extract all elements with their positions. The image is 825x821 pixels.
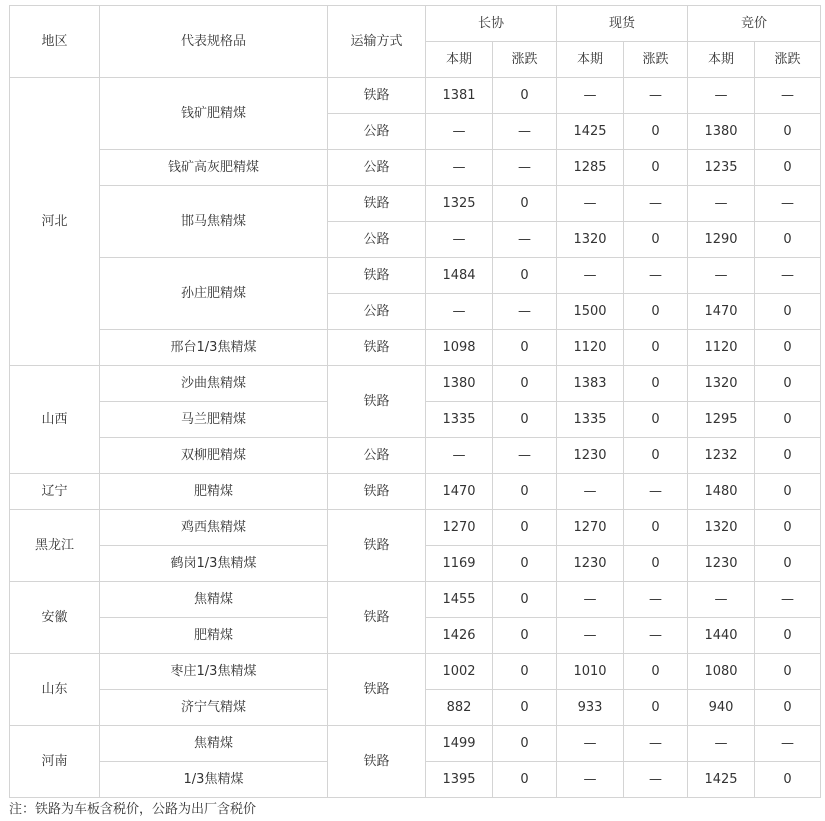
- price-change-cell: 0: [755, 762, 821, 798]
- product-cell: 邢台1/3焦精煤: [100, 330, 328, 366]
- price-change-cell: 0: [624, 330, 688, 366]
- price-current-cell: 1270: [557, 510, 624, 546]
- price-current-cell: 1230: [557, 546, 624, 582]
- region-cell: 黑龙江: [10, 510, 100, 582]
- header-transport: 运输方式: [328, 6, 426, 78]
- price-current-cell: 933: [557, 690, 624, 726]
- transport-cell: 公路: [328, 294, 426, 330]
- transport-cell: 铁路: [328, 654, 426, 726]
- price-current-cell: —: [557, 186, 624, 222]
- header-group-auction: 竞价: [688, 6, 821, 42]
- price-current-cell: —: [426, 222, 493, 258]
- price-current-cell: —: [557, 474, 624, 510]
- price-current-cell: 1290: [688, 222, 755, 258]
- table-row: [10, 330, 821, 366]
- price-current-cell: 1470: [688, 294, 755, 330]
- region-cell: 山西: [10, 366, 100, 474]
- table-row: [10, 258, 821, 294]
- price-current-cell: —: [688, 582, 755, 618]
- header-group-long-term: 长协: [426, 6, 557, 42]
- price-current-cell: 1480: [688, 474, 755, 510]
- price-change-cell: 0: [493, 330, 557, 366]
- footnote: 注：铁路为车板含税价，公路为出厂含税价: [9, 802, 257, 817]
- product-cell: 邯马焦精煤: [100, 186, 328, 258]
- price-current-cell: —: [688, 78, 755, 114]
- price-change-cell: 0: [624, 294, 688, 330]
- price-current-cell: 1232: [688, 438, 755, 474]
- table-row: [10, 654, 821, 690]
- price-current-cell: 1270: [426, 510, 493, 546]
- price-change-cell: —: [755, 78, 821, 114]
- product-cell: 1/3焦精煤: [100, 762, 328, 798]
- transport-cell: 铁路: [328, 258, 426, 294]
- price-change-cell: —: [493, 150, 557, 186]
- header-region: 地区: [10, 6, 100, 78]
- price-change-cell: —: [624, 258, 688, 294]
- product-cell: 焦精煤: [100, 582, 328, 618]
- header-current: 本期: [426, 42, 493, 78]
- price-current-cell: 1320: [688, 510, 755, 546]
- price-change-cell: —: [624, 186, 688, 222]
- transport-cell: 公路: [328, 222, 426, 258]
- header-group-spot: 现货: [557, 6, 688, 42]
- table-header: [10, 6, 821, 78]
- price-change-cell: 0: [755, 474, 821, 510]
- product-cell: 孙庄肥精煤: [100, 258, 328, 330]
- price-change-cell: 0: [624, 438, 688, 474]
- transport-cell: 铁路: [328, 330, 426, 366]
- price-change-cell: 0: [755, 366, 821, 402]
- transport-cell: 铁路: [328, 726, 426, 798]
- transport-cell: 铁路: [328, 474, 426, 510]
- transport-cell: 公路: [328, 114, 426, 150]
- price-change-cell: —: [755, 582, 821, 618]
- price-change-cell: 0: [624, 690, 688, 726]
- product-cell: 鸡西焦精煤: [100, 510, 328, 546]
- price-current-cell: 1484: [426, 258, 493, 294]
- header-current: 本期: [557, 42, 624, 78]
- price-change-cell: 0: [493, 186, 557, 222]
- price-current-cell: —: [688, 258, 755, 294]
- header-current: 本期: [688, 42, 755, 78]
- table-row: [10, 366, 821, 402]
- header-row-1: [10, 6, 821, 42]
- price-current-cell: 1230: [688, 546, 755, 582]
- header-change: 涨跌: [493, 42, 557, 78]
- price-change-cell: 0: [493, 78, 557, 114]
- region-cell: 河南: [10, 726, 100, 798]
- price-current-cell: 1325: [426, 186, 493, 222]
- price-change-cell: 0: [493, 690, 557, 726]
- price-change-cell: 0: [493, 654, 557, 690]
- price-change-cell: 0: [624, 114, 688, 150]
- price-change-cell: —: [624, 474, 688, 510]
- transport-cell: 铁路: [328, 78, 426, 114]
- price-current-cell: 1098: [426, 330, 493, 366]
- price-change-cell: 0: [624, 150, 688, 186]
- transport-cell: 公路: [328, 150, 426, 186]
- transport-cell: 公路: [328, 438, 426, 474]
- price-current-cell: 1080: [688, 654, 755, 690]
- price-change-cell: 0: [493, 366, 557, 402]
- price-change-cell: 0: [755, 510, 821, 546]
- price-current-cell: 1120: [688, 330, 755, 366]
- region-cell: 河北: [10, 78, 100, 366]
- price-change-cell: 0: [624, 510, 688, 546]
- transport-cell: 铁路: [328, 582, 426, 654]
- product-cell: 双柳肥精煤: [100, 438, 328, 474]
- product-cell: 沙曲焦精煤: [100, 366, 328, 402]
- price-current-cell: 1320: [557, 222, 624, 258]
- price-current-cell: 1470: [426, 474, 493, 510]
- price-change-cell: 0: [624, 654, 688, 690]
- price-change-cell: 0: [755, 114, 821, 150]
- price-current-cell: —: [426, 150, 493, 186]
- price-current-cell: 1455: [426, 582, 493, 618]
- price-current-cell: 1230: [557, 438, 624, 474]
- price-change-cell: 0: [755, 150, 821, 186]
- product-cell: 钱矿高灰肥精煤: [100, 150, 328, 186]
- header-change: 涨跌: [624, 42, 688, 78]
- table-row: [10, 582, 821, 618]
- price-change-cell: —: [493, 438, 557, 474]
- price-current-cell: 1380: [426, 366, 493, 402]
- header-change: 涨跌: [755, 42, 821, 78]
- price-current-cell: 1380: [688, 114, 755, 150]
- price-change-cell: 0: [493, 582, 557, 618]
- price-change-cell: —: [624, 618, 688, 654]
- price-current-cell: 1169: [426, 546, 493, 582]
- product-cell: 焦精煤: [100, 726, 328, 762]
- price-change-cell: —: [493, 222, 557, 258]
- region-cell: 山东: [10, 654, 100, 726]
- price-current-cell: 1320: [688, 366, 755, 402]
- price-current-cell: —: [557, 78, 624, 114]
- price-current-cell: 1440: [688, 618, 755, 654]
- price-change-cell: —: [624, 726, 688, 762]
- price-change-cell: 0: [755, 690, 821, 726]
- price-current-cell: 1395: [426, 762, 493, 798]
- product-cell: 马兰肥精煤: [100, 402, 328, 438]
- price-current-cell: 1295: [688, 402, 755, 438]
- price-current-cell: 882: [426, 690, 493, 726]
- price-current-cell: 1285: [557, 150, 624, 186]
- price-current-cell: 1010: [557, 654, 624, 690]
- product-cell: 肥精煤: [100, 474, 328, 510]
- table-row: [10, 150, 821, 186]
- price-change-cell: —: [624, 582, 688, 618]
- table-row: [10, 78, 821, 114]
- coal-price-table: [9, 5, 821, 798]
- price-change-cell: 0: [493, 762, 557, 798]
- price-change-cell: —: [755, 726, 821, 762]
- table-row: [10, 510, 821, 546]
- table-body: [10, 78, 821, 798]
- table-row: [10, 474, 821, 510]
- price-change-cell: 0: [755, 330, 821, 366]
- price-current-cell: 1235: [688, 150, 755, 186]
- price-change-cell: 0: [493, 474, 557, 510]
- transport-cell: 铁路: [328, 186, 426, 222]
- price-change-cell: 0: [493, 546, 557, 582]
- price-change-cell: 0: [624, 366, 688, 402]
- price-change-cell: 0: [755, 222, 821, 258]
- table-row: [10, 438, 821, 474]
- region-cell: 安徽: [10, 582, 100, 654]
- price-change-cell: 0: [755, 654, 821, 690]
- table-row: [10, 726, 821, 762]
- price-change-cell: 0: [755, 438, 821, 474]
- transport-cell: 铁路: [328, 366, 426, 438]
- price-change-cell: 0: [493, 402, 557, 438]
- price-current-cell: —: [688, 186, 755, 222]
- product-cell: 鹤岗1/3焦精煤: [100, 546, 328, 582]
- product-cell: 济宁气精煤: [100, 690, 328, 726]
- price-current-cell: 1425: [688, 762, 755, 798]
- price-change-cell: 0: [755, 402, 821, 438]
- table-row: [10, 186, 821, 222]
- price-current-cell: —: [426, 438, 493, 474]
- price-current-cell: —: [688, 726, 755, 762]
- price-current-cell: 1500: [557, 294, 624, 330]
- price-change-cell: 0: [755, 618, 821, 654]
- price-current-cell: —: [426, 294, 493, 330]
- price-current-cell: 1335: [426, 402, 493, 438]
- price-change-cell: —: [493, 114, 557, 150]
- price-change-cell: 0: [493, 258, 557, 294]
- price-current-cell: —: [557, 258, 624, 294]
- price-current-cell: —: [557, 618, 624, 654]
- price-current-cell: 1002: [426, 654, 493, 690]
- price-current-cell: 1335: [557, 402, 624, 438]
- price-change-cell: 0: [493, 510, 557, 546]
- price-current-cell: 1426: [426, 618, 493, 654]
- price-change-cell: —: [755, 258, 821, 294]
- price-change-cell: —: [755, 186, 821, 222]
- price-current-cell: 1425: [557, 114, 624, 150]
- price-change-cell: 0: [624, 546, 688, 582]
- product-cell: 钱矿肥精煤: [100, 78, 328, 150]
- price-current-cell: 940: [688, 690, 755, 726]
- price-change-cell: —: [493, 294, 557, 330]
- region-cell: 辽宁: [10, 474, 100, 510]
- price-current-cell: —: [557, 726, 624, 762]
- price-current-cell: 1499: [426, 726, 493, 762]
- price-current-cell: —: [557, 762, 624, 798]
- price-change-cell: —: [624, 78, 688, 114]
- price-current-cell: 1381: [426, 78, 493, 114]
- price-current-cell: 1120: [557, 330, 624, 366]
- price-change-cell: 0: [755, 546, 821, 582]
- price-change-cell: 0: [493, 618, 557, 654]
- header-product: 代表规格品: [100, 6, 328, 78]
- transport-cell: 铁路: [328, 510, 426, 582]
- price-change-cell: 0: [624, 402, 688, 438]
- price-change-cell: 0: [624, 222, 688, 258]
- price-current-cell: —: [557, 582, 624, 618]
- price-change-cell: 0: [755, 294, 821, 330]
- product-cell: 肥精煤: [100, 618, 328, 654]
- price-change-cell: 0: [493, 726, 557, 762]
- product-cell: 枣庄1/3焦精煤: [100, 654, 328, 690]
- price-current-cell: 1383: [557, 366, 624, 402]
- price-current-cell: —: [426, 114, 493, 150]
- price-change-cell: —: [624, 762, 688, 798]
